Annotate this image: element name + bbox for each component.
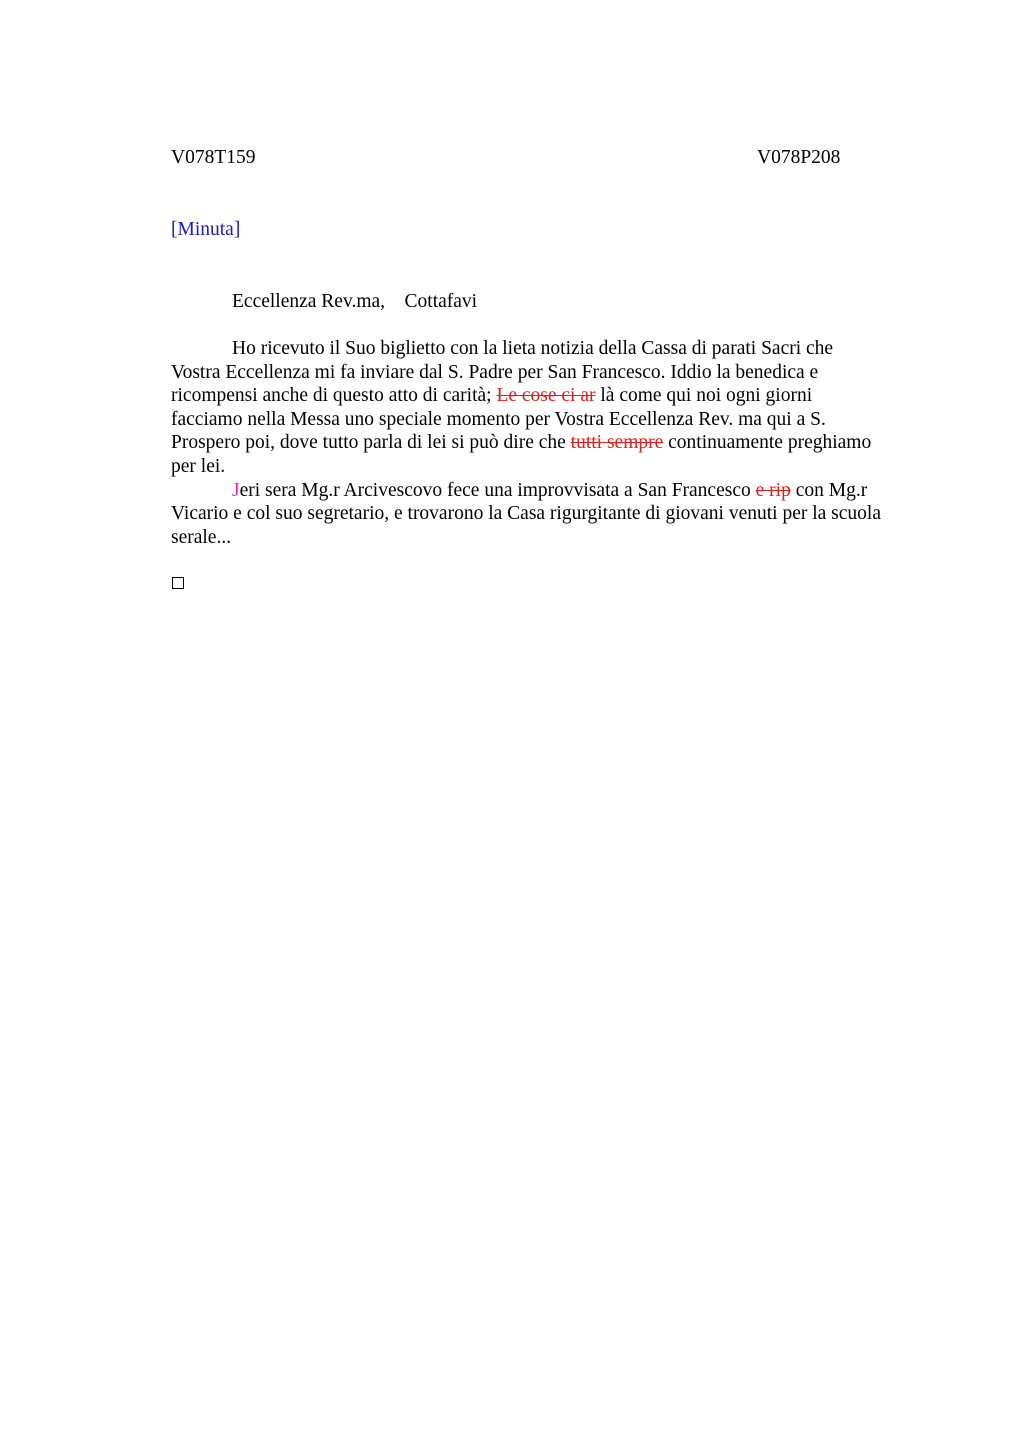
paragraph-1-line-3: ricompensi anche di questo atto di carità; Le cose ci ar là come qui noi ogni giorni [171,385,813,407]
empty-checkbox-icon [172,577,184,589]
salutation-line [232,290,477,314]
letter-body [171,337,931,549]
highlighted-initial: J [232,479,240,501]
paragraph-2-line-2: Vicario e col suo segretario, e trovarono la Casa rigurgitante di giovani venuti per la scuola [171,503,881,525]
salutation-greeting: Eccellenza Rev.ma, [232,291,386,312]
draft-label: [Minuta] [171,219,241,240]
salutation-place: Cottafavi [404,291,478,312]
deleted-text: Le cose ci ar [496,385,596,407]
document-code-left: V078T159 [171,147,256,168]
deleted-text: tutti sempre [570,432,664,454]
paragraph-2-line-3: serale... [171,526,232,548]
paragraph-1-line-1: Ho ricevuto il Suo biglietto con la lieta notizia della Cassa di parati Sacri che [232,338,834,359]
document-code-right: V078P208 [757,147,841,168]
paragraph-1-line-5: Prospero poi, dove tutto parla di lei si può dire che tutti sempre continuamente preghiamo [171,432,872,454]
paragraph-1-line-2: Vostra Eccellenza mi fa inviare dal S. Padre per San Francesco. Iddio la benedica e [171,361,819,383]
paragraph-1-line-6: per lei. [171,455,226,477]
deleted-text: e rip [755,479,791,501]
paragraph-2-line-1: Jeri sera Mg.r Arcivescovo fece una improvvisata a San Francesco e rip con Mg.r [232,479,868,501]
paragraph-1-line-4: facciamo nella Messa uno speciale momento per Vostra Eccellenza Rev. ma qui a S. [171,408,826,430]
